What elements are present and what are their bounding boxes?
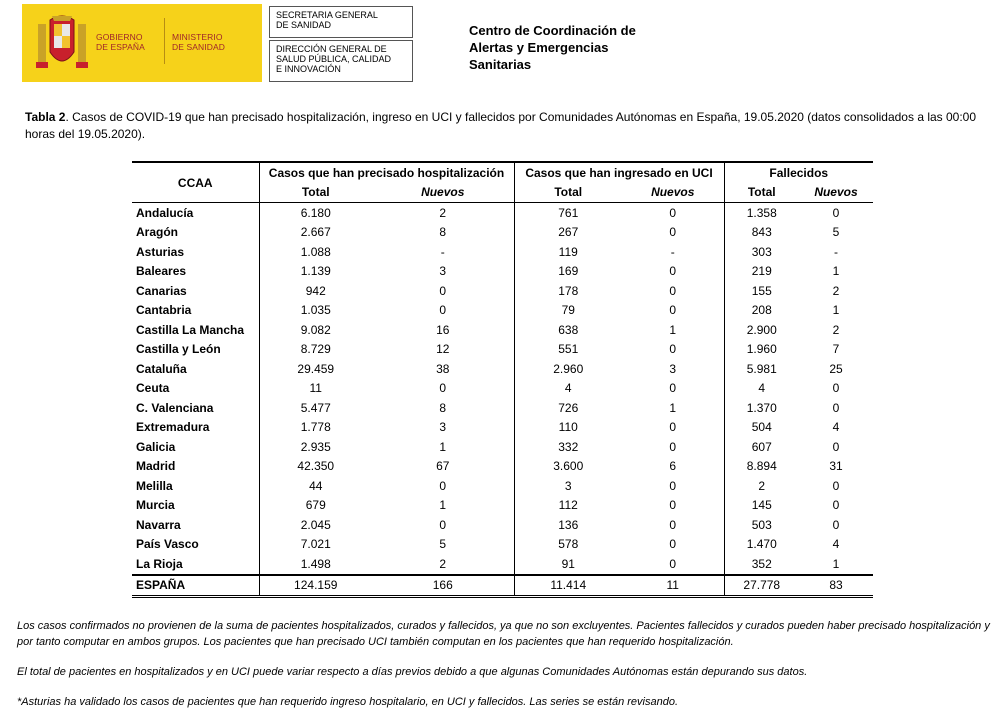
uci-total-cell: 178 — [514, 281, 622, 301]
total-uci-total: 11.414 — [514, 575, 622, 597]
total-fall-new: 83 — [799, 575, 873, 597]
table-row — [132, 320, 873, 340]
table-row — [132, 554, 873, 575]
uci-total-cell: 726 — [514, 398, 622, 418]
caption-text: . Casos de COVID-19 que han precisado hospitalización, ingreso en UCI y fallecidos por Comunidades Autónomas en España, 19.05.2020 (datos consolidados a las 00:00 horas del 19.05.2020). — [25, 110, 977, 141]
uci-new-cell: 0 — [669, 342, 677, 357]
caption-label: Tabla 2 — [25, 110, 66, 124]
hosp-total-cell: 9.082 — [259, 320, 372, 340]
uci-total-cell: 332 — [514, 437, 622, 457]
hosp-new-cell: 1 — [439, 439, 447, 454]
fall-new-cell: 4 — [832, 537, 840, 552]
table-row — [132, 515, 873, 535]
uci-new-cell: 3 — [669, 361, 677, 376]
uci-new-cell: 0 — [669, 556, 677, 571]
table-row — [132, 281, 873, 301]
fall-new-cell: 1 — [832, 264, 840, 279]
total-hosp-new: 166 — [372, 575, 514, 597]
hosp-new-cell: 2 — [439, 556, 447, 571]
hosp-new-cell: 3 — [439, 420, 447, 435]
fall-total-cell: 1.960 — [724, 340, 799, 360]
hosp-total-cell: 42.350 — [259, 457, 372, 477]
fall-new-cell: 2 — [832, 283, 840, 298]
uci-new-cell: 0 — [669, 439, 677, 454]
fall-new-cell: 0 — [832, 400, 840, 415]
hosp-new-cell: 0 — [439, 283, 447, 298]
secretaria-line-2: DE SANIDAD — [276, 20, 332, 30]
total-uci-new: 11 — [622, 575, 724, 597]
subheader-nuevos: Nuevos — [372, 183, 514, 203]
uci-new-cell: 0 — [669, 264, 677, 279]
fall-total-cell: 503 — [724, 515, 799, 535]
row-name: Extremadura — [136, 420, 210, 435]
hosp-total-cell: 7.021 — [259, 535, 372, 555]
centro-line-1: Centro de Coordinación de — [469, 23, 636, 38]
uci-new-cell: 0 — [669, 205, 677, 220]
direccion-box — [269, 40, 413, 82]
uci-total-cell: 638 — [514, 320, 622, 340]
table-row — [132, 359, 873, 379]
hosp-new-cell: 2 — [439, 205, 447, 220]
hosp-total-cell: 44 — [259, 476, 372, 496]
row-name: Melilla — [136, 478, 173, 493]
hosp-total-cell: 679 — [259, 496, 372, 516]
hosp-total-cell: 942 — [259, 281, 372, 301]
header-fallecidos: Fallecidos — [724, 162, 873, 183]
fall-new-cell: 0 — [832, 517, 840, 532]
fall-new-cell: 25 — [829, 361, 843, 376]
uci-total-cell: 761 — [514, 203, 622, 223]
row-name: Castilla y León — [136, 342, 221, 357]
row-name: Andalucía — [136, 205, 194, 220]
uci-new-cell: 0 — [669, 381, 677, 396]
row-name: Galicia — [136, 439, 176, 454]
logo-divider — [164, 18, 165, 64]
row-name: Aragón — [136, 225, 178, 240]
hosp-new-cell: 0 — [439, 381, 447, 396]
fall-total-cell: 2.900 — [724, 320, 799, 340]
uci-new-cell: 0 — [669, 283, 677, 298]
header-hospitalizacion: Casos que han precisado hospitalización — [259, 162, 514, 183]
table-row — [132, 203, 873, 223]
hosp-new-cell: 38 — [436, 361, 450, 376]
hosp-total-cell: 1.035 — [259, 301, 372, 321]
fall-total-cell: 208 — [724, 301, 799, 321]
table-row — [132, 301, 873, 321]
hosp-new-cell: - — [440, 244, 445, 259]
fall-total-cell: 155 — [724, 281, 799, 301]
table-row — [132, 223, 873, 243]
hosp-new-cell: 0 — [439, 517, 447, 532]
fall-total-cell: 219 — [724, 262, 799, 282]
fall-total-cell: 2 — [724, 476, 799, 496]
table-row — [132, 457, 873, 477]
direccion-line-2: SALUD PÚBLICA, CALIDAD — [276, 54, 392, 64]
uci-total-cell: 551 — [514, 340, 622, 360]
hosp-new-cell: 5 — [439, 537, 447, 552]
hosp-total-cell: 1.498 — [259, 554, 372, 575]
coat-of-arms-icon — [34, 12, 90, 74]
subheader-total: Total — [724, 183, 799, 203]
uci-new-cell: - — [670, 244, 675, 259]
centro-title — [469, 22, 699, 73]
hosp-total-cell: 2.935 — [259, 437, 372, 457]
uci-total-cell: 119 — [514, 242, 622, 262]
secretaria-line-1: SECRETARIA GENERAL — [276, 10, 378, 20]
footnote-1: Los casos confirmados no provienen de la suma de pacientes hospitalizados, curados y fallecidos, ya que no son excluyentes. Pacientes fallecidos y curados pueden haber precisado hospitalización y por tanto computar en ambos grupos. Los pacientes que han precisado UCI también computan en los pacientes que han requerido hospitalización. — [17, 620, 990, 648]
gov-line-2: DE ESPAÑA — [96, 42, 145, 52]
uci-new-cell: 6 — [669, 459, 677, 474]
uci-new-cell: 0 — [669, 478, 677, 493]
table-row — [132, 476, 873, 496]
fall-total-cell: 607 — [724, 437, 799, 457]
footnote-2: El total de pacientes en hospitalizados y en UCI puede variar respecto a días previos debido a que algunas Comunidades Autónomas están depurando sus datos. — [17, 666, 808, 678]
gobierno-label — [96, 32, 145, 52]
total-fall-total: 27.778 — [724, 575, 799, 597]
header-ccaa: CCAA — [132, 162, 259, 203]
hosp-new-cell: 67 — [436, 459, 450, 474]
uci-total-cell: 110 — [514, 418, 622, 438]
fall-new-cell: 1 — [832, 303, 840, 318]
uci-total-cell: 2.960 — [514, 359, 622, 379]
fall-new-cell: 0 — [832, 498, 840, 513]
fall-total-cell: 1.470 — [724, 535, 799, 555]
fall-total-cell: 843 — [724, 223, 799, 243]
hosp-total-cell: 8.729 — [259, 340, 372, 360]
direccion-line-1: DIRECCIÓN GENERAL DE — [276, 44, 387, 54]
header-uci: Casos que han ingresado en UCI — [514, 162, 724, 183]
hosp-total-cell: 5.477 — [259, 398, 372, 418]
row-name: Ceuta — [136, 381, 170, 396]
table-caption — [25, 109, 980, 143]
uci-total-cell: 3.600 — [514, 457, 622, 477]
fall-total-cell: 145 — [724, 496, 799, 516]
row-name: Cataluña — [136, 361, 187, 376]
table-row — [132, 535, 873, 555]
hosp-total-cell: 1.088 — [259, 242, 372, 262]
row-name: País Vasco — [136, 537, 199, 552]
table-row — [132, 398, 873, 418]
table-row — [132, 242, 873, 262]
uci-new-cell: 1 — [669, 322, 677, 337]
hosp-total-cell: 29.459 — [259, 359, 372, 379]
row-name: Navarra — [136, 517, 181, 532]
centro-line-2: Alertas y Emergencias — [469, 40, 609, 55]
fall-total-cell: 1.358 — [724, 203, 799, 223]
direccion-line-3: E INNOVACIÓN — [276, 64, 341, 74]
uci-total-cell: 169 — [514, 262, 622, 282]
uci-total-cell: 91 — [514, 554, 622, 575]
uci-new-cell: 0 — [669, 498, 677, 513]
uci-new-cell: 0 — [669, 537, 677, 552]
row-name: Canarias — [136, 283, 187, 298]
fall-new-cell: - — [834, 244, 838, 259]
fall-new-cell: 0 — [832, 381, 840, 396]
uci-total-cell: 4 — [514, 379, 622, 399]
table-row — [132, 340, 873, 360]
min-line-1: MINISTERIO — [172, 32, 223, 42]
data-table — [132, 161, 873, 598]
hosp-total-cell: 1.139 — [259, 262, 372, 282]
row-name: La Rioja — [136, 556, 183, 571]
hosp-new-cell: 0 — [439, 303, 447, 318]
row-name: Madrid — [136, 459, 176, 474]
fall-new-cell: 31 — [829, 459, 843, 474]
fall-new-cell: 1 — [832, 556, 840, 571]
hosp-new-cell: 8 — [439, 225, 447, 240]
total-row — [132, 575, 873, 597]
uci-total-cell: 136 — [514, 515, 622, 535]
hosp-new-cell: 12 — [436, 342, 450, 357]
row-name: Cantabria — [136, 303, 192, 318]
subheader-total: Total — [259, 183, 372, 203]
fall-new-cell: 4 — [832, 420, 840, 435]
fall-new-cell: 0 — [832, 478, 840, 493]
fall-new-cell: 2 — [832, 322, 840, 337]
row-name: Baleares — [136, 264, 187, 279]
min-line-2: DE SANIDAD — [172, 42, 225, 52]
fall-total-cell: 352 — [724, 554, 799, 575]
fall-total-cell: 303 — [724, 242, 799, 262]
hosp-new-cell: 1 — [439, 498, 447, 513]
uci-new-cell: 1 — [669, 400, 677, 415]
hosp-new-cell: 8 — [439, 400, 447, 415]
table-row — [132, 418, 873, 438]
secretaria-box — [269, 6, 413, 38]
hosp-new-cell: 3 — [439, 264, 447, 279]
row-name: C. Valenciana — [136, 400, 214, 415]
subheader-nuevos: Nuevos — [799, 183, 873, 203]
total-hosp-total: 124.159 — [259, 575, 372, 597]
hosp-new-cell: 0 — [439, 478, 447, 493]
uci-new-cell: 0 — [669, 303, 677, 318]
hosp-total-cell: 6.180 — [259, 203, 372, 223]
fall-total-cell: 1.370 — [724, 398, 799, 418]
table-row — [132, 262, 873, 282]
fall-total-cell: 8.894 — [724, 457, 799, 477]
fall-new-cell: 0 — [832, 205, 840, 220]
uci-total-cell: 79 — [514, 301, 622, 321]
table-row — [132, 496, 873, 516]
hosp-total-cell: 11 — [259, 379, 372, 399]
table-row — [132, 437, 873, 457]
table-row — [132, 379, 873, 399]
uci-total-cell: 578 — [514, 535, 622, 555]
fall-total-cell: 4 — [724, 379, 799, 399]
ministerio-label — [172, 32, 225, 52]
fall-total-cell: 5.981 — [724, 359, 799, 379]
uci-total-cell: 3 — [514, 476, 622, 496]
gov-line-1: GOBIERNO — [96, 32, 143, 42]
uci-new-cell: 0 — [669, 517, 677, 532]
total-name: ESPAÑA — [132, 575, 259, 597]
uci-total-cell: 112 — [514, 496, 622, 516]
government-logo-block — [22, 4, 262, 82]
row-name: Castilla La Mancha — [136, 322, 245, 337]
footnote-3: *Asturias ha validado los casos de pacientes que han requerido ingreso hospitalario, en UCI y fallecidos. Las series se están revisando. — [17, 696, 678, 708]
hosp-total-cell: 2.667 — [259, 223, 372, 243]
uci-new-cell: 0 — [669, 225, 677, 240]
subheader-total: Total — [514, 183, 622, 203]
row-name: Murcia — [136, 498, 175, 513]
uci-new-cell: 0 — [669, 420, 677, 435]
fall-total-cell: 504 — [724, 418, 799, 438]
hosp-new-cell: 16 — [436, 322, 450, 337]
hosp-total-cell: 2.045 — [259, 515, 372, 535]
fall-new-cell: 5 — [832, 225, 840, 240]
subheader-nuevos: Nuevos — [622, 183, 724, 203]
centro-line-3: Sanitarias — [469, 57, 532, 72]
hosp-total-cell: 1.778 — [259, 418, 372, 438]
uci-total-cell: 267 — [514, 223, 622, 243]
fall-new-cell: 7 — [832, 342, 840, 357]
fall-new-cell: 0 — [832, 439, 840, 454]
row-name: Asturias — [136, 244, 185, 259]
